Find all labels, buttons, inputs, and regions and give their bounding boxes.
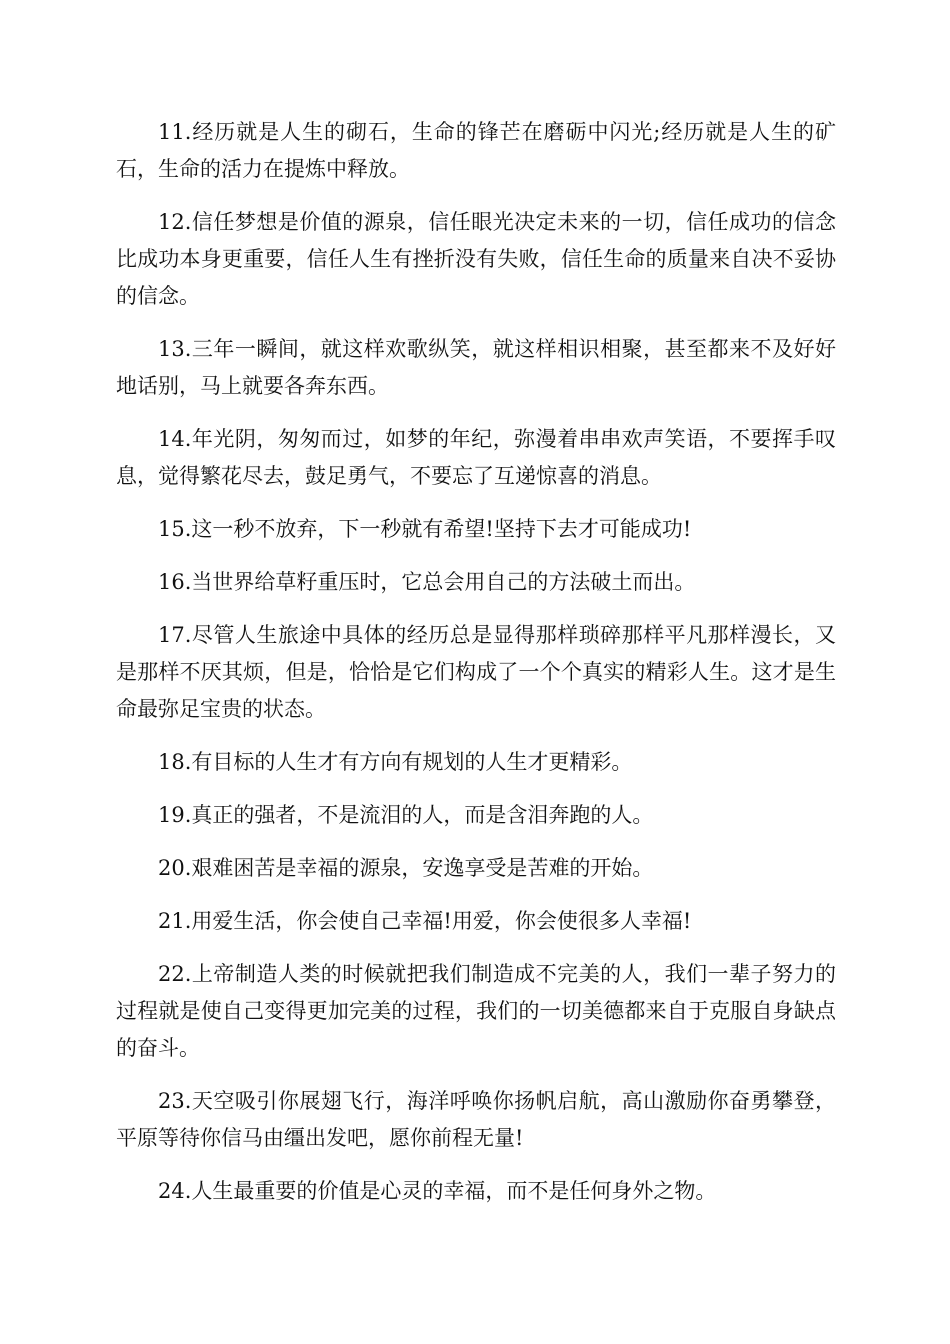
paragraph-17: 17.尽管人生旅途中具体的经历总是显得那样琐碎那样平凡那样漫长，又是那样不厌其烦，但是，恰恰是它们构成了一个个真实的精彩人生。这才是生命最弥足宝贵的状态。: [116, 623, 836, 721]
paragraph-11: 11.经历就是人生的砌石，生命的锋芒在磨砺中闪光;经历就是人生的矿石，生命的活力在提炼中释放。: [116, 120, 836, 181]
paragraph-20: 20.艰难困苦是幸福的源泉，安逸享受是苦难的开始。: [158, 856, 654, 880]
paragraph-13: 13.三年一瞬间，就这样欢歌纵笑，就这样相识相聚，甚至都来不及好好地话别，马上就要各奔东西。: [116, 337, 836, 398]
paragraph-12: 12.信任梦想是价值的源泉，信任眼光决定未来的一切，信任成功的信念比成功本身更重要，信任人生有挫折没有失败，信任生命的质量来自决不妥协的信念。: [116, 210, 836, 308]
document-body: [116, 114, 836, 1226]
paragraph-23: 23.天空吸引你展翅飞行，海洋呼唤你扬帆启航，高山激励你奋勇攀登，平原等待你信马由缰出发吧，愿你前程无量!: [116, 1089, 836, 1150]
paragraph-15: 15.这一秒不放弃，下一秒就有希望!坚持下去才可能成功!: [158, 517, 692, 541]
paragraph-22: 22.上帝制造人类的时候就把我们制造成不完美的人，我们一辈子努力的过程就是使自己变得更加完美的过程，我们的一切美德都来自于克服自身缺点的奋斗。: [116, 962, 836, 1060]
paragraph-19: 19.真正的强者，不是流泪的人，而是含泪奔跑的人。: [158, 803, 654, 827]
paragraph-21: 21.用爱生活，你会使自己幸福!用爱，你会使很多人幸福!: [158, 909, 692, 933]
paragraph-14: 14.年光阴，匆匆而过，如梦的年纪，弥漫着串串欢声笑语，不要挥手叹息，觉得繁花尽去，鼓足勇气，不要忘了互递惊喜的消息。: [116, 427, 836, 488]
paragraph-24: 24.人生最重要的价值是心灵的幸福，而不是任何身外之物。: [158, 1179, 717, 1203]
paragraph-16: 16.当世界给草籽重压时，它总会用自己的方法破土而出。: [158, 570, 696, 594]
paragraph-18: 18.有目标的人生才有方向有规划的人生才更精彩。: [158, 750, 633, 774]
